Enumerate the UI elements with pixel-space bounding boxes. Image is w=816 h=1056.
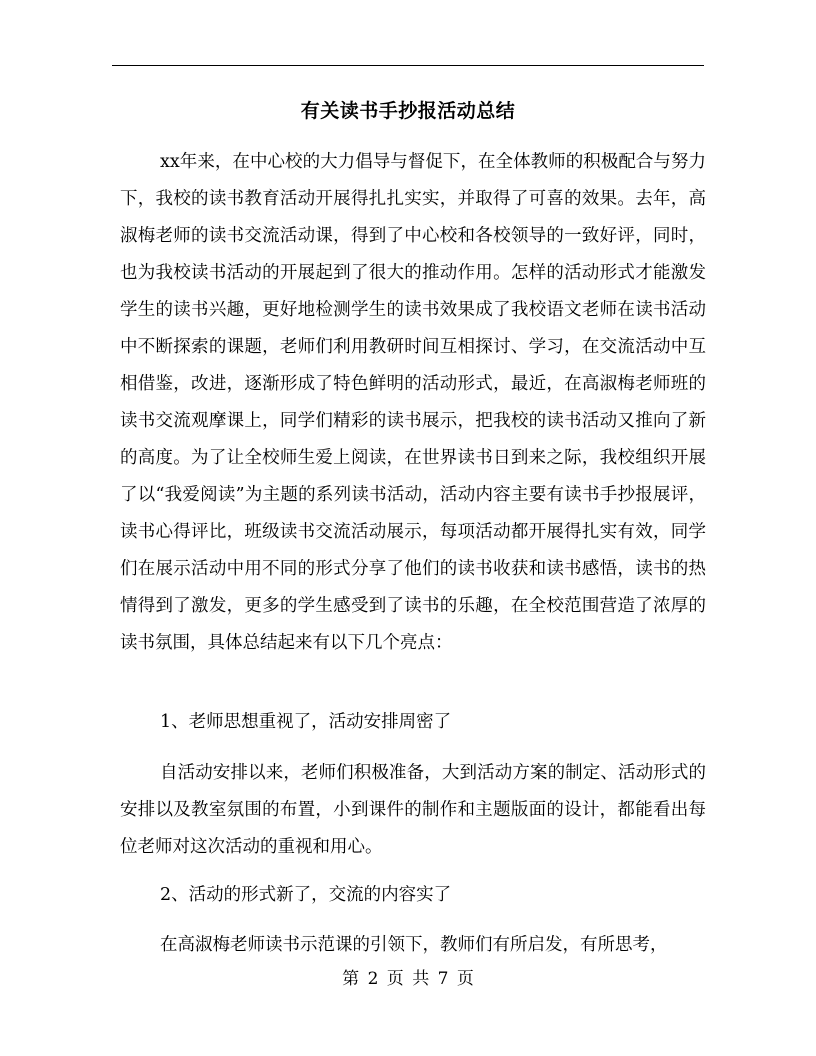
section-heading-1: 1、老师思想重视了，活动安排周密了 <box>160 712 452 732</box>
intro-paragraph: xx年来，在中心校的大力倡导与督促下，在全体教师的积极配合与努力下，我校的读书教育活动开展得扎扎实实，并取得了可喜的效果。去年，高淑梅老师的读书交流活动课，得到了中心校和各校领导的一致好评，同时，也为我校读书活动的开展起到了很大的推动作用。怎样的活动形式才能激发学生的读书兴趣，更好地检测学生的读书效果成了我校语文老师在读书活动中不断探索的课题，老师们利用教研时间互相探讨、学习，在交流活动中互相借鉴，改进，逐渐形成了特色鲜明的活动形式，最近，在高淑梅老师班的读书交流观摩课上，同学们精彩的读书展示，把我校的读书活动又推向了新的高度。为了让全校师生爱上阅读，在世界读书日到来之际，我校组织开展了以“我爱阅读”为主题的系列读书活动，活动内容主要有读书手抄报展评，读书心得评比，班级读书交流活动展示，每项活动都开展得扎实有效，同学们在展示活动中用不同的形式分享了他们的读书收获和读书感悟，读书的热情得到了激发，更多的学生感受到了读书的乐趣，在全校范围营造了浓厚的读书氛围，具体总结起来有以下几个亮点： <box>120 152 706 653</box>
page-number-footer: 第 2 页 共 7 页 <box>342 969 474 989</box>
section-heading-2: 2、活动的形式新了，交流的内容实了 <box>160 885 452 905</box>
document-title: 有关读书手抄报活动总结 <box>300 100 516 122</box>
header-rule <box>112 65 704 66</box>
section-paragraph-2: 在高淑梅老师读书示范课的引领下，教师们有所启发，有所思考， <box>160 935 668 955</box>
section-paragraph-1: 自活动安排以来，老师们积极准备，大到活动方案的制定、活动形式的安排以及教室氛围的布置，小到课件的制作和主题版面的设计，都能看出每位老师对这次活动的重视和用心。 <box>120 763 706 857</box>
